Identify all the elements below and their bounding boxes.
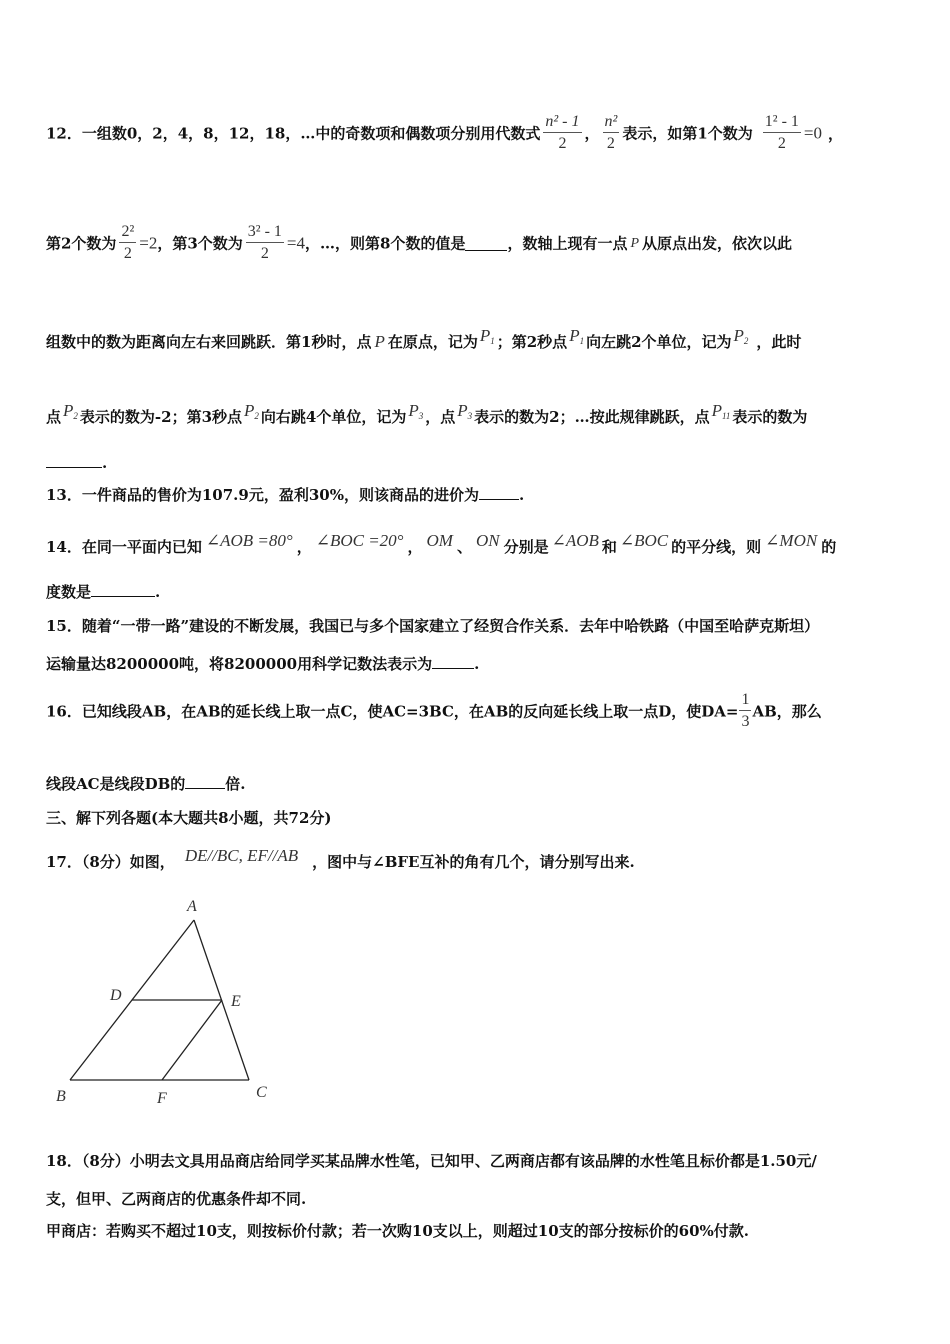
answer-blank (46, 453, 102, 468)
fraction-1-over-3: $\frac{1}{3}$ (741, 691, 750, 730)
segment-ef (162, 1000, 222, 1080)
answer-blank (91, 582, 155, 597)
fraction-2-sq-over-2: $\frac{\text{2²}}{2}$ (121, 223, 135, 262)
answer-blank (465, 236, 507, 251)
q14-line-1: 14．在同一平面内已知 ∠AOB =80° ， ∠BOC =20° ， OM 、 ON 分别是 ∠AOB 和 ∠BOC 的平分线，则 ∠MON 的 (46, 531, 837, 556)
section-3-heading: 三、解下列各题(本大题共8小题，共72分) (46, 809, 332, 827)
q12-line-4: 点 $P_2$ 表示的数为-2；第3秒点 $P_2$ 向右跳4个单位，记为 $P_3$ ，点 $P_3$ 表示的数为2；…按此规律跳跃，点 $P_{11}$ 表示的数为 (46, 401, 808, 426)
answer-blank (185, 774, 225, 789)
q15-line-2: 运输量达8200000吨，将8200000用科学记数法表示为 . (46, 655, 480, 673)
fraction-n2-minus-1-over-2: $\frac{\text{n² - 1}}{2}$ (545, 113, 580, 152)
p1-label: $P_1$ (479, 326, 495, 346)
fraction-1-sq-minus-1-over-2: $\frac{\text{1² - 1}}{2}$ (764, 113, 799, 152)
q17-line: 17．（8分）如图， DE//BC, EF//AB ，图中与∠BFE互补的角有几个，请分别写出来. (46, 846, 635, 871)
q12-line-1: 12．一组数0，2，4，8，12，18，…中的奇数项和偶数项分别用代数式 $\frac{\text{n² - 1}}{2}$ ， $\frac{\text{n²}}{2}$ 表示，如第1个数为 $\frac{\text{1² - 1}}{2}$ =0 ， (46, 112, 843, 155)
answer-blank (432, 654, 474, 669)
q14-line-2: 度数是 . (46, 583, 161, 601)
label-e: E (231, 993, 241, 1010)
fraction-3-sq-minus-1-over-2: $\frac{\text{3² - 1}}{2}$ (247, 223, 282, 262)
label-b: B (56, 1088, 66, 1105)
q18-line-1: 18．（8分）小明去文具用品商店给同学买某品牌水性笔，已知甲、乙两商店都有该品牌的水性笔且标价都是1.50元/ (46, 1152, 817, 1170)
q18-line-2: 支，但甲、乙两商店的优惠条件却不同. (46, 1190, 307, 1208)
triangle-figure (50, 890, 290, 1110)
label-f: F (157, 1090, 167, 1107)
q12-line-5: . (46, 453, 107, 473)
label-c: C (256, 1084, 267, 1101)
answer-blank (479, 485, 519, 500)
q12-intro: 12．一组数0，2，4，8，12，18，…中的奇数项和偶数项分别用代数式 (46, 124, 541, 143)
q13-line: 13．一件商品的售价为107.9元，盈利30%，则该商品的进价为 . (46, 486, 525, 504)
label-d: D (110, 987, 122, 1004)
q16-line-2: 线段AC是线段DB的 倍. (46, 775, 246, 793)
q15-line-1: 15．随着“一带一路”建设的不断发展，我国已与多个国家建立了经贸合作关系．去年中哈铁路（中国至哈萨克斯坦） (46, 617, 820, 635)
fraction-n2-over-2: $\frac{\text{n²}}{2}$ (604, 113, 618, 152)
label-a: A (187, 898, 197, 915)
q12-line-2: 第2个数为 $\frac{\text{2²}}{2}$ =2，第3个数为 $\frac{\text{3² - 1}}{2}$ =4，…，则第8个数的值是 ，数轴上现有一点 P 从原点出发，依次以此 (46, 222, 792, 265)
q18-line-3: 甲商店：若购买不超过10支，则按标价付款；若一次购10支以上，则超过10支的部分按标价的60%付款. (46, 1222, 749, 1240)
q12-line-3: 组数中的数为距离向左右来回跳跃．第1秒时，点 P 在原点，记为 $P_1$ ；第2秒点 $P_1$ 向左跳2个单位，记为 $P_2$ ，此时 (46, 326, 802, 351)
q16-line-1: 16．已知线段AB，在AB的延长线上取一点C，使AC=3BC，在AB的反向延长线上取一点D，使DA= $\frac{1}{3}$ AB，那么 (46, 690, 822, 733)
